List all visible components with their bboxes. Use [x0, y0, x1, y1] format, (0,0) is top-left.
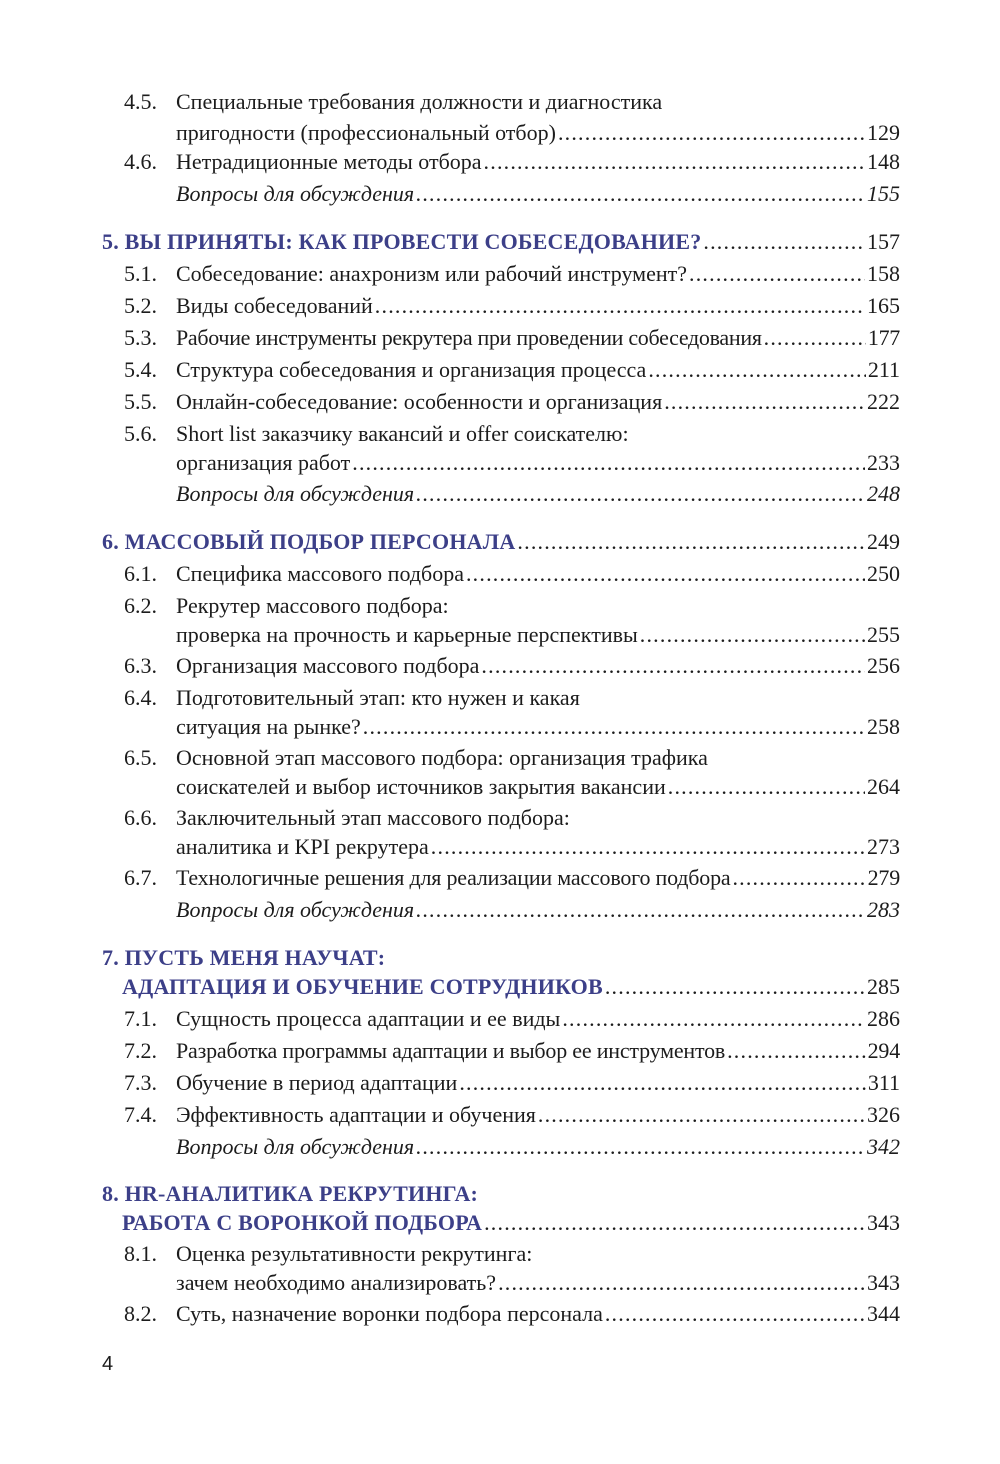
section-number: 6.1. [124, 561, 157, 586]
page-ref: 211 [867, 357, 900, 382]
toc-entry-5-3 [0, 322, 1000, 353]
toc-entry-6-6 [0, 802, 1000, 862]
section-number: 6.5. [124, 745, 157, 770]
page-ref: 343 [867, 1210, 900, 1235]
toc-chapter-6 [0, 526, 1000, 557]
toc-entry-questions-5 [0, 478, 1000, 509]
chapter-title-line1: 7. ПУСТЬ МЕНЯ НАУЧАТ: [102, 945, 386, 970]
dot-leader [431, 831, 865, 862]
page-ref: 294 [867, 1038, 900, 1063]
page-ref: 343 [867, 1270, 900, 1295]
dot-leader [664, 386, 865, 417]
section-title: Организация массового подбора [176, 653, 480, 678]
section-title-line1: Рекрутер массового подбора: [176, 593, 449, 618]
section-title-line2: зачем необходимо анализировать? [176, 1270, 497, 1295]
section-title-line1: Short list заказчику вакансий и offer соискателю: [176, 421, 629, 446]
page-ref: 233 [867, 450, 900, 475]
section-number: 5.5. [124, 389, 157, 414]
toc-entry-6-4 [0, 682, 1000, 742]
dot-leader [732, 862, 865, 893]
page-ref: 165 [867, 293, 900, 318]
dot-leader [727, 1035, 865, 1066]
page-ref: 326 [867, 1102, 900, 1127]
section-number: 7.1. [124, 1006, 157, 1031]
page-ref: 286 [867, 1006, 900, 1031]
page-ref: 148 [867, 149, 900, 174]
toc-entry-8-2 [0, 1298, 1000, 1329]
toc-entry-5-4 [0, 354, 1000, 385]
section-title-line2: соискателей и выбор источников закрытия вакансии [176, 774, 666, 799]
page-ref: 342 [867, 1134, 900, 1159]
section-title: Сущность процесса адаптации и ее виды [176, 1006, 561, 1031]
dot-leader [363, 711, 865, 742]
dot-leader [562, 1003, 865, 1034]
page-ref: 250 [867, 561, 900, 586]
dot-leader [375, 290, 865, 321]
page-ref: 248 [867, 481, 900, 506]
toc-entry-5-5 [0, 386, 1000, 417]
dot-leader [416, 478, 865, 509]
toc-entry-6-2 [0, 590, 1000, 650]
dot-leader [517, 526, 865, 557]
dot-leader [605, 1298, 865, 1329]
toc-entry-6-1 [0, 558, 1000, 589]
section-number: 4.5. [124, 89, 157, 114]
section-title-line1: Специальные требования должности и диагностика [176, 89, 663, 114]
questions-title: Вопросы для обсуждения [176, 897, 415, 922]
chapter-title: 5. ВЫ ПРИНЯТЫ: КАК ПРОВЕСТИ СОБЕСЕДОВАНИЕ? [102, 229, 702, 254]
chapter-title-line1: 8. HR-АНАЛИТИКА РЕКРУТИНГА: [102, 1181, 479, 1206]
toc-entry-5-2 [0, 290, 1000, 321]
toc-entry-5-1 [0, 258, 1000, 289]
dot-leader [689, 258, 865, 289]
section-number: 4.6. [124, 149, 157, 174]
section-number: 6.4. [124, 685, 157, 710]
section-number: 6.6. [124, 805, 157, 830]
section-title-line1: Подготовительный этап: кто нужен и какая [176, 685, 580, 710]
section-number: 5.6. [124, 421, 157, 446]
page-ref: 285 [867, 974, 900, 999]
dot-leader [640, 619, 865, 650]
dot-leader [703, 226, 865, 257]
section-number: 8.2. [124, 1301, 157, 1326]
page-ref: 157 [867, 229, 900, 254]
toc-entry-7-3 [0, 1067, 1000, 1098]
page-ref: 255 [867, 622, 900, 647]
section-number: 5.2. [124, 293, 157, 318]
page-ref: 264 [867, 774, 900, 799]
chapter-title: 6. МАССОВЫЙ ПОДБОР ПЕРСОНАЛА [102, 529, 516, 554]
toc-chapter-8 [0, 1178, 1000, 1238]
questions-title: Вопросы для обсуждения [176, 481, 415, 506]
page-ref: 177 [867, 325, 900, 350]
section-title-line2: пригодности (профессиональный отбор) [176, 120, 556, 145]
questions-title: Вопросы для обсуждения [176, 1134, 415, 1159]
page-ref: 158 [867, 261, 900, 286]
section-number: 5.4. [124, 357, 157, 382]
section-title-line2: ситуация на рынке? [176, 714, 361, 739]
page-ref: 249 [867, 529, 900, 554]
section-title: Виды собеседований [176, 293, 373, 318]
dot-leader [416, 894, 865, 925]
page-ref: 222 [867, 389, 900, 414]
dot-leader [605, 971, 865, 1002]
section-number: 5.1. [124, 261, 157, 286]
dot-leader [538, 1099, 865, 1130]
section-title: Специфика массового подбора [176, 561, 464, 586]
section-number: 8.1. [124, 1241, 157, 1266]
dot-leader [466, 558, 865, 589]
section-title-line1: Оценка результативности рекрутинга: [176, 1241, 533, 1266]
toc-chapter-5 [0, 226, 1000, 257]
dot-leader [764, 322, 866, 353]
toc-entry-5-6 [0, 418, 1000, 478]
dot-leader [668, 771, 865, 802]
section-number: 7.4. [124, 1102, 157, 1127]
toc-entry-questions-7 [0, 1131, 1000, 1162]
toc-entry-6-5 [0, 742, 1000, 802]
section-title-line2: организация работ [176, 450, 351, 475]
page-ref: 283 [867, 897, 900, 922]
toc-entry-questions-4 [0, 178, 1000, 209]
dot-leader [416, 178, 865, 209]
dot-leader [484, 1207, 865, 1238]
section-title: Технологичные решения для реализации массового подбора [176, 865, 731, 890]
page-ref: 273 [867, 834, 900, 859]
dot-leader [558, 117, 865, 148]
chapter-title-line2: РАБОТА С ВОРОНКОЙ ПОДБОРА [122, 1210, 483, 1235]
section-title-line2: проверка на прочность и карьерные перспективы [176, 622, 638, 647]
page-ref: 256 [867, 653, 900, 678]
dot-leader [648, 354, 865, 385]
section-title: Нетрадиционные методы отбора [176, 149, 482, 174]
section-title: Структура собеседования и организация процесса [176, 357, 647, 382]
toc-entry-6-7 [0, 862, 1000, 893]
section-title-line1: Заключительный этап массового подбора: [176, 805, 570, 830]
section-number: 7.3. [124, 1070, 157, 1095]
dot-leader [352, 447, 865, 478]
page-ref: 311 [867, 1070, 900, 1095]
questions-title: Вопросы для обсуждения [176, 181, 415, 206]
section-number: 5.3. [124, 325, 157, 350]
dot-leader [416, 1131, 865, 1162]
toc-entry-4-6 [0, 146, 1000, 177]
section-title: Разработка программы адаптации и выбор ее инструментов [176, 1038, 726, 1063]
section-number: 7.2. [124, 1038, 157, 1063]
section-number: 6.2. [124, 593, 157, 618]
toc-entry-8-1 [0, 1238, 1000, 1298]
toc-chapter-7 [0, 942, 1000, 1002]
dot-leader [484, 146, 865, 177]
dot-leader [459, 1067, 865, 1098]
section-number: 6.3. [124, 653, 157, 678]
toc-entry-7-2 [0, 1035, 1000, 1066]
section-number: 6.7. [124, 865, 157, 890]
section-title-line1: Основной этап массового подбора: организация трафика [176, 745, 708, 770]
page-ref: 155 [867, 181, 900, 206]
chapter-title-line2: АДАПТАЦИЯ И ОБУЧЕНИЕ СОТРУДНИКОВ [122, 974, 603, 999]
page-ref: 258 [867, 714, 900, 739]
section-title: Эффективность адаптации и обучения [176, 1102, 536, 1127]
toc-entry-4-5 [0, 86, 1000, 148]
section-title: Обучение в период адаптации [176, 1070, 458, 1095]
section-title: Собеседование: анахронизм или рабочий инструмент? [176, 261, 688, 286]
section-title: Рабочие инструменты рекрутера при проведении собеседования [176, 325, 762, 350]
page-number: 4 [102, 1353, 114, 1375]
toc-entry-7-4 [0, 1099, 1000, 1130]
page-ref: 129 [867, 120, 900, 145]
section-title-line2: аналитика и KPI рекрутера [176, 834, 429, 859]
toc-entry-6-3 [0, 650, 1000, 681]
page-ref: 344 [867, 1301, 900, 1326]
dot-leader [481, 650, 865, 681]
toc-entry-questions-6 [0, 894, 1000, 925]
page-ref: 279 [867, 865, 900, 890]
toc-entry-7-1 [0, 1003, 1000, 1034]
section-title: Онлайн-собеседование: особенности и организация [176, 389, 663, 414]
dot-leader [498, 1267, 865, 1298]
section-title: Суть, назначение воронки подбора персонала [176, 1301, 603, 1326]
